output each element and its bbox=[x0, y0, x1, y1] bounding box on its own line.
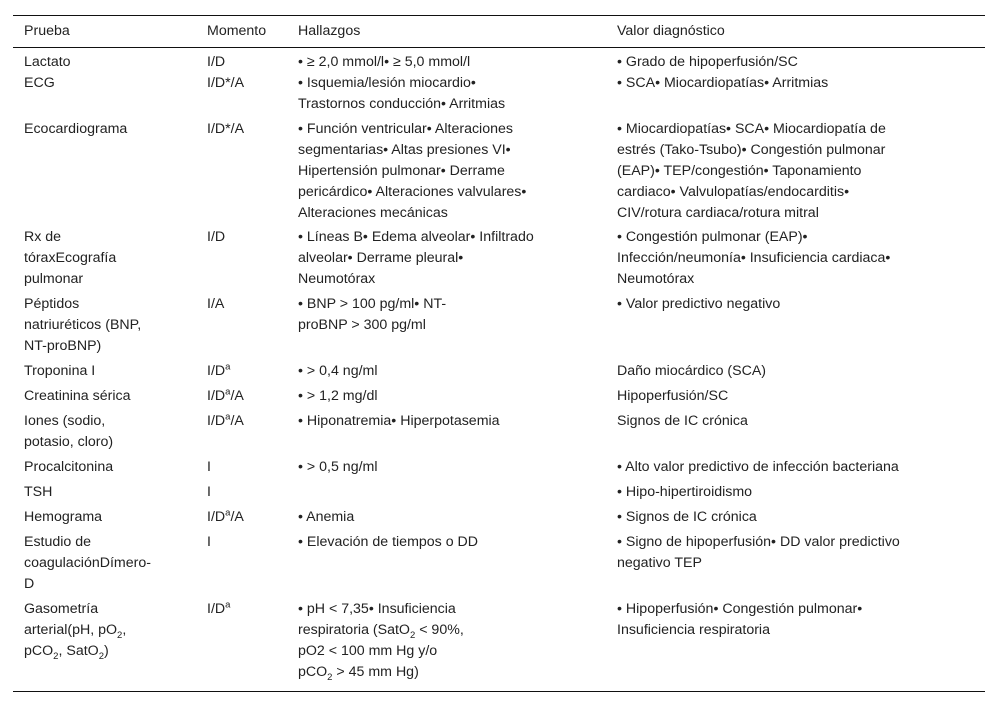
cell-valor: • Alto valor predictivo de infección bacteriana bbox=[617, 459, 899, 475]
header-prueba: Prueba bbox=[24, 23, 70, 39]
momento-suffix: /A bbox=[230, 388, 244, 404]
hallazgos-line: pO2 < 100 mm Hg y/o bbox=[298, 643, 438, 659]
table-row bbox=[13, 457, 985, 482]
subscript: 2 bbox=[117, 629, 123, 641]
cell-momento: I bbox=[207, 534, 211, 550]
footnote-marker: a bbox=[225, 507, 231, 519]
hallazgos-line: > 45 mm Hg) bbox=[332, 664, 419, 680]
cell-valor: • Miocardiopatías• SCA• Miocardiopatía de estrés (Tako-Tsubo)• Congestión pulmonar (EAP)• TEP/congestión• Taponamiento cardiaco• Valvulopatías/endocarditis• CIV/rotura cardiaca/rotura mitral bbox=[617, 121, 886, 221]
diagnostic-tests-table bbox=[13, 15, 985, 692]
table-row bbox=[13, 361, 985, 386]
subscript: 2 bbox=[409, 629, 416, 641]
table-row bbox=[13, 386, 985, 411]
cell-hallazgos: • ≥ 2,0 mmol/l• ≥ 5,0 mmol/l bbox=[298, 54, 471, 70]
cell-prueba: Troponina I bbox=[24, 363, 96, 379]
cell-valor: • Valor predictivo negativo bbox=[617, 296, 781, 312]
table-row bbox=[13, 411, 985, 457]
table-header-row bbox=[13, 16, 985, 48]
prueba-line: pCO bbox=[24, 643, 54, 659]
header-valor: Valor diagnóstico bbox=[617, 23, 725, 39]
table-row bbox=[13, 599, 985, 691]
cell-momento: I bbox=[207, 484, 211, 500]
cell-momento bbox=[207, 361, 292, 382]
cell-prueba: TSH bbox=[24, 484, 53, 500]
cell-prueba: Péptidos natriuréticos (BNP, NT-proBNP) bbox=[24, 296, 142, 354]
table-row bbox=[13, 73, 985, 119]
momento-text: I/D bbox=[207, 413, 226, 429]
momento-text: I/D bbox=[207, 388, 226, 404]
hallazgos-line: • pH < 7,35• Insuficiencia bbox=[298, 601, 456, 617]
cell-valor: Daño miocárdico (SCA) bbox=[617, 363, 767, 379]
cell-valor: • Grado de hipoperfusión/SC bbox=[617, 54, 798, 70]
cell-momento: I/D*/A bbox=[207, 121, 245, 137]
cell-hallazgos: • BNP > 100 pg/ml• NT- proBNP > 300 pg/ml bbox=[298, 296, 447, 333]
cell-hallazgos: • Líneas B• Edema alveolar• Infiltrado alveolar• Derrame pleural• Neumotórax bbox=[298, 229, 534, 287]
table-row bbox=[13, 119, 985, 227]
prueba-line: arterial(pH, pO bbox=[24, 622, 118, 638]
cell-hallazgos: • > 0,4 ng/ml bbox=[298, 363, 378, 379]
cell-prueba: Creatinina sérica bbox=[24, 388, 131, 404]
cell-hallazgos: • Isquemia/lesión miocardio• Trastornos conducción• Arritmias bbox=[298, 75, 506, 112]
table-row bbox=[13, 532, 985, 599]
cell-hallazgos: • Función ventricular• Alteraciones segmentarias• Altas presiones VI• Hipertensión pulmonar• Derrame pericárdico• Alteraciones valvulares• Alteraciones mecánicas bbox=[298, 121, 527, 221]
table-row bbox=[13, 507, 985, 532]
cell-momento bbox=[207, 507, 292, 528]
cell-hallazgos: • Hiponatremia• Hiperpotasemia bbox=[298, 413, 500, 429]
cell-momento: I/A bbox=[207, 296, 225, 312]
cell-momento bbox=[207, 386, 292, 407]
prueba-line: ) bbox=[103, 643, 109, 659]
table-row bbox=[13, 227, 985, 294]
cell-valor: • SCA• Miocardiopatías• Arritmias bbox=[617, 75, 829, 91]
cell-prueba: Ecocardiograma bbox=[24, 121, 128, 137]
hallazgos-line: respiratoria (SatO bbox=[298, 622, 410, 638]
cell-hallazgos: • > 0,5 ng/ml bbox=[298, 459, 378, 475]
subscript: 2 bbox=[98, 650, 104, 662]
header-momento: Momento bbox=[207, 23, 267, 39]
cell-valor: • Signos de IC crónica bbox=[617, 509, 757, 525]
header-hallazgos: Hallazgos bbox=[298, 23, 361, 39]
footnote-marker: a bbox=[225, 599, 231, 611]
hallazgos-line: < 90%, bbox=[415, 622, 464, 638]
cell-prueba: Hemograma bbox=[24, 509, 103, 525]
cell-momento: I/D bbox=[207, 229, 226, 245]
cell-momento: I bbox=[207, 459, 211, 475]
cell-valor: • Congestión pulmonar (EAP)• Infección/neumonía• Insuficiencia cardiaca• Neumotórax bbox=[617, 229, 891, 287]
cell-momento: I/D*/A bbox=[207, 75, 245, 91]
cell-prueba: ECG bbox=[24, 75, 55, 91]
hallazgos-line: pCO bbox=[298, 664, 328, 680]
cell-momento bbox=[207, 411, 292, 432]
cell-prueba bbox=[24, 599, 192, 662]
cell-hallazgos: • Anemia bbox=[298, 509, 355, 525]
cell-prueba: Lactato bbox=[24, 54, 71, 70]
momento-text: I/D bbox=[207, 601, 226, 617]
cell-prueba: Procalcitonina bbox=[24, 459, 114, 475]
table-row bbox=[13, 482, 985, 507]
cell-momento bbox=[207, 599, 292, 620]
cell-prueba: Estudio de coagulaciónDímero- D bbox=[24, 534, 151, 592]
cell-valor: Signos de IC crónica bbox=[617, 413, 748, 429]
cell-momento: I/D bbox=[207, 54, 226, 70]
prueba-line: , bbox=[122, 622, 127, 638]
cell-prueba: Rx de tóraxEcografía pulmonar bbox=[24, 229, 117, 287]
cell-valor: • Signo de hipoperfusión• DD valor predictivo negativo TEP bbox=[617, 534, 900, 571]
subscript: 2 bbox=[53, 650, 59, 662]
table-row bbox=[13, 48, 985, 73]
table-row bbox=[13, 294, 985, 361]
cell-valor: • Hipoperfusión• Congestión pulmonar• Insuficiencia respiratoria bbox=[617, 601, 863, 638]
momento-suffix: /A bbox=[230, 509, 244, 525]
cell-hallazgos: • > 1,2 mg/dl bbox=[298, 388, 378, 404]
prueba-line: Gasometría bbox=[24, 601, 99, 617]
momento-text: I/D bbox=[207, 509, 226, 525]
footnote-marker: a bbox=[225, 411, 231, 423]
momento-suffix: /A bbox=[230, 413, 244, 429]
prueba-line: , SatO bbox=[58, 643, 99, 659]
momento-text: I/D bbox=[207, 363, 226, 379]
subscript: 2 bbox=[327, 671, 333, 683]
cell-hallazgos bbox=[298, 599, 603, 683]
cell-prueba: Iones (sodio, potasio, cloro) bbox=[24, 413, 114, 450]
cell-hallazgos: • Elevación de tiempos o DD bbox=[298, 534, 479, 550]
cell-valor: Hipoperfusión/SC bbox=[617, 388, 729, 404]
footnote-marker: a bbox=[225, 386, 231, 398]
footnote-marker: a bbox=[225, 361, 231, 373]
cell-valor: • Hipo-hipertiroidismo bbox=[617, 484, 753, 500]
